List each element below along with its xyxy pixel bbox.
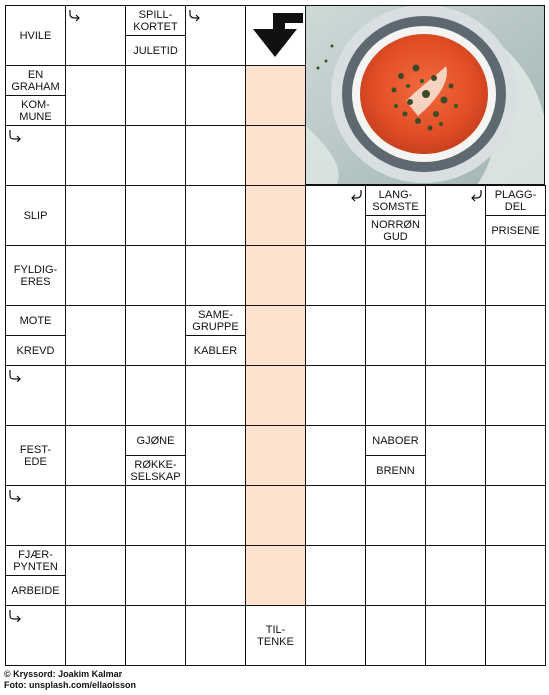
answer-cell[interactable] xyxy=(245,425,306,486)
clue-fyldigeres: FYLDIG- ERES xyxy=(5,245,66,306)
direction-arrow-icon xyxy=(251,11,303,59)
clue-festede: FEST- EDE xyxy=(5,425,66,486)
answer-cell[interactable] xyxy=(425,305,486,366)
answer-cell[interactable] xyxy=(125,365,186,426)
answer-cell[interactable] xyxy=(65,425,126,486)
clue-gjone: GJØNE xyxy=(125,425,186,456)
answer-cell[interactable] xyxy=(485,245,546,306)
clue-rokkeselskap: RØKKE- SELSKAP xyxy=(125,455,186,486)
clue-kommune: KOM- MUNE xyxy=(5,95,66,126)
answer-cell[interactable] xyxy=(65,125,126,186)
answer-cell[interactable] xyxy=(305,245,366,306)
answer-cell[interactable] xyxy=(485,545,546,606)
clue-fjaerpynten: FJÆR- PYNTEN xyxy=(5,545,66,576)
answer-cell[interactable] xyxy=(185,245,246,306)
clue-tiltenke: TIL- TENKE xyxy=(245,605,306,666)
answer-cell[interactable] xyxy=(65,365,126,426)
answer-cell[interactable] xyxy=(425,185,486,246)
answer-cell[interactable] xyxy=(185,605,246,666)
answer-cell[interactable] xyxy=(5,125,66,186)
answer-cell[interactable] xyxy=(425,425,486,486)
answer-cell[interactable] xyxy=(365,485,426,546)
answer-cell[interactable] xyxy=(65,305,126,366)
answer-cell[interactable] xyxy=(125,65,186,126)
answer-cell[interactable] xyxy=(65,5,126,66)
answer-cell[interactable] xyxy=(485,605,546,666)
clue-kabler: KABLER xyxy=(185,335,246,366)
photo-credit: Foto: unsplash.com/ellaolsson xyxy=(4,680,137,690)
answer-cell[interactable] xyxy=(245,245,306,306)
answer-cell[interactable] xyxy=(245,65,306,126)
answer-cell[interactable] xyxy=(245,545,306,606)
clue-brenn: BRENN xyxy=(365,455,426,486)
answer-cell[interactable] xyxy=(305,185,366,246)
answer-cell[interactable] xyxy=(185,425,246,486)
answer-cell[interactable] xyxy=(125,605,186,666)
answer-cell[interactable] xyxy=(5,605,66,666)
answer-cell[interactable] xyxy=(365,245,426,306)
answer-cell[interactable] xyxy=(65,485,126,546)
answer-cell[interactable] xyxy=(5,365,66,426)
clue-krevd: KREVD xyxy=(5,335,66,366)
answer-cell[interactable] xyxy=(485,305,546,366)
answer-cell[interactable] xyxy=(425,485,486,546)
clue-plaggdel: PLAGG- DEL xyxy=(485,185,546,216)
answer-cell[interactable] xyxy=(305,365,366,426)
answer-cell[interactable] xyxy=(245,305,306,366)
clue-langsomste: LANG- SOMSTE xyxy=(365,185,426,216)
clue-arbeide: ARBEIDE xyxy=(5,575,66,606)
answer-cell[interactable] xyxy=(485,485,546,546)
answer-cell[interactable] xyxy=(485,365,546,426)
answer-cell[interactable] xyxy=(425,245,486,306)
answer-cell[interactable] xyxy=(65,185,126,246)
answer-cell[interactable] xyxy=(185,65,246,126)
answer-cell[interactable] xyxy=(185,125,246,186)
answer-cell[interactable] xyxy=(125,125,186,186)
answer-cell[interactable] xyxy=(185,5,246,66)
answer-cell[interactable] xyxy=(245,125,306,186)
answer-cell[interactable] xyxy=(425,605,486,666)
clue-hvile: HVILE xyxy=(5,5,66,66)
clue-prisene: PRISENE xyxy=(485,215,546,246)
answer-cell[interactable] xyxy=(365,305,426,366)
answer-cell[interactable] xyxy=(245,365,306,426)
clue-naboer: NABOER xyxy=(365,425,426,456)
answer-cell[interactable] xyxy=(65,545,126,606)
answer-cell[interactable] xyxy=(65,65,126,126)
answer-cell[interactable] xyxy=(305,425,366,486)
answer-cell[interactable] xyxy=(185,485,246,546)
answer-cell[interactable] xyxy=(365,545,426,606)
answer-cell[interactable] xyxy=(65,605,126,666)
clue-spillkortet: SPILL- KORTET xyxy=(125,5,186,36)
answer-cell[interactable] xyxy=(185,185,246,246)
answer-cell[interactable] xyxy=(125,545,186,606)
answer-cell[interactable] xyxy=(305,545,366,606)
answer-cell[interactable] xyxy=(305,305,366,366)
answer-cell[interactable] xyxy=(125,485,186,546)
answer-cell[interactable] xyxy=(305,605,366,666)
clue-juletid: JULETID xyxy=(125,35,186,66)
answer-cell[interactable] xyxy=(245,185,306,246)
answer-cell[interactable] xyxy=(185,365,246,426)
clue-norron-gud: NORRØN GUD xyxy=(365,215,426,246)
answer-cell[interactable] xyxy=(365,365,426,426)
answer-cell[interactable] xyxy=(125,305,186,366)
answer-cell[interactable] xyxy=(185,545,246,606)
soup-photo xyxy=(305,5,545,185)
clue-slip: SLIP xyxy=(5,185,66,246)
answer-cell[interactable] xyxy=(425,545,486,606)
clue-en-graham: EN GRAHAM xyxy=(5,65,66,96)
clue-samegruppe: SAME- GRUPPE xyxy=(185,305,246,336)
answer-cell[interactable] xyxy=(245,485,306,546)
answer-cell[interactable] xyxy=(5,485,66,546)
answer-cell[interactable] xyxy=(305,485,366,546)
soup-bowl-image xyxy=(306,6,545,185)
author-credit: © Kryssord: Joakim Kalmar xyxy=(4,669,123,679)
answer-cell[interactable] xyxy=(65,245,126,306)
answer-cell[interactable] xyxy=(125,245,186,306)
answer-cell[interactable] xyxy=(425,365,486,426)
answer-cell[interactable] xyxy=(485,425,546,486)
answer-cell[interactable] xyxy=(125,185,186,246)
clue-mote: MOTE xyxy=(5,305,66,336)
answer-cell[interactable] xyxy=(365,605,426,666)
